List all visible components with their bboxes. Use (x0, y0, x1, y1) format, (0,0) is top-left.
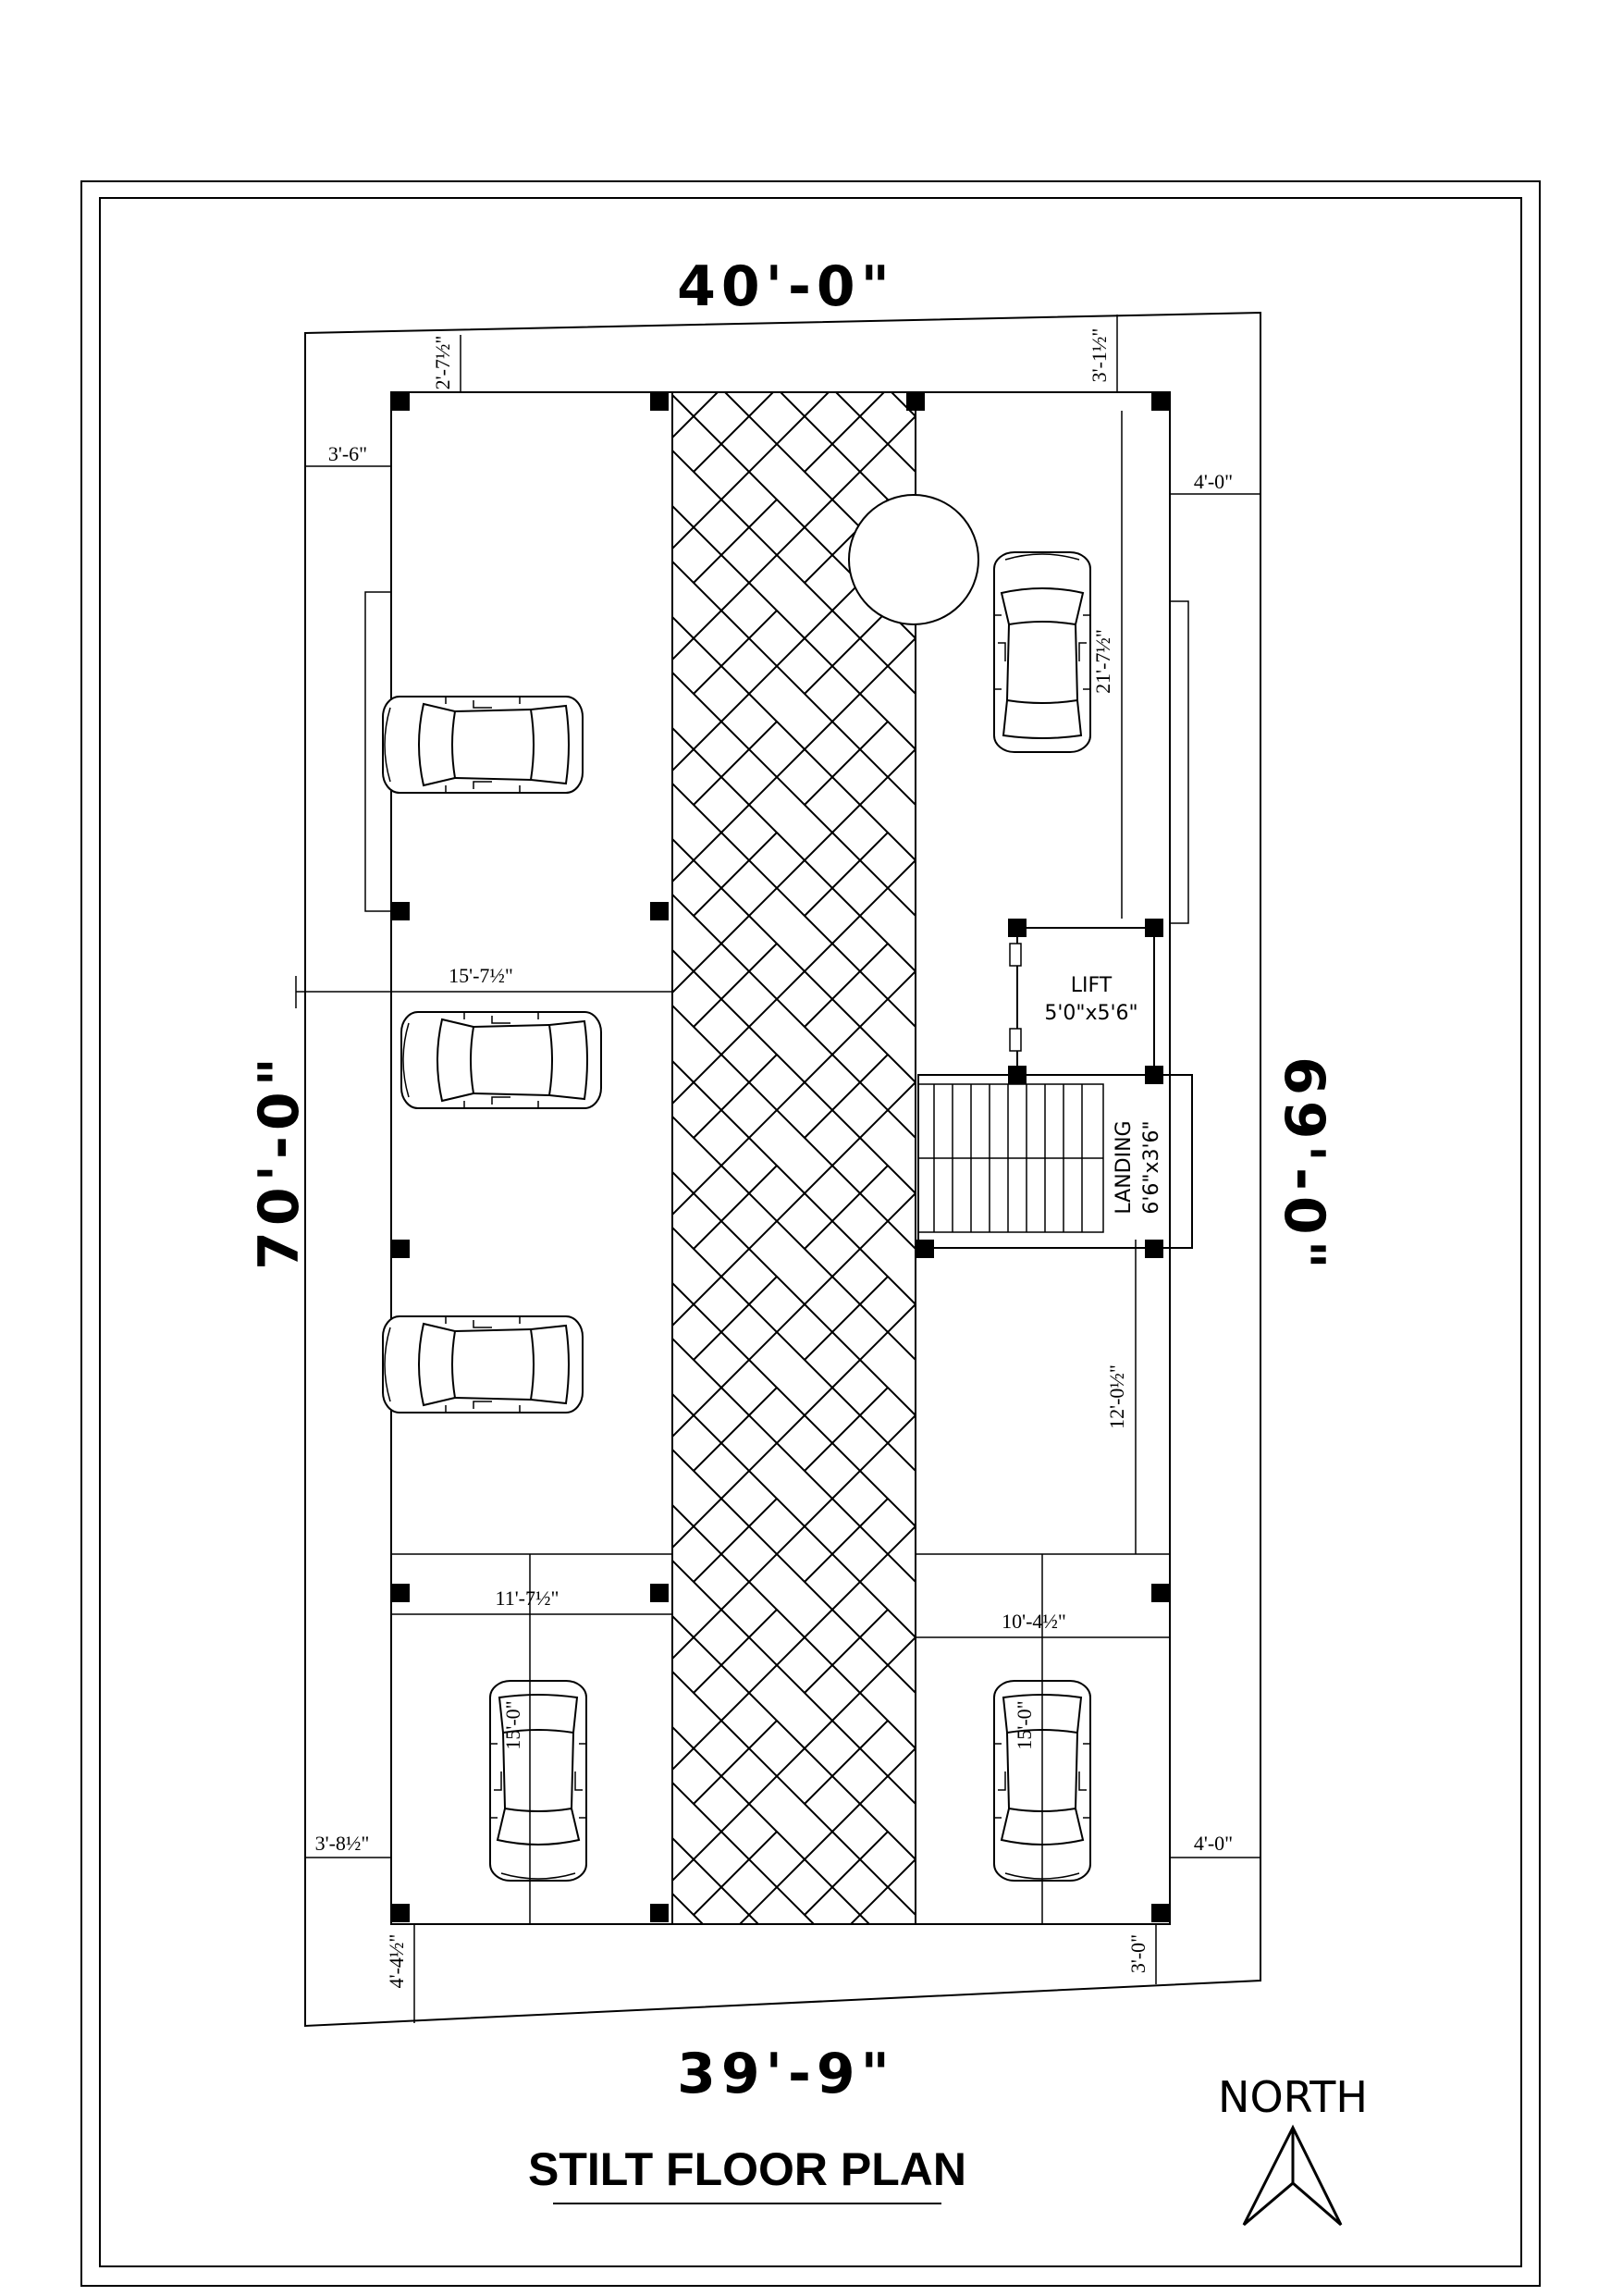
dim-side-left-top: 3'-6" (327, 442, 368, 465)
north-label: NORTH (1218, 2072, 1368, 2122)
dim-front-left: 2'-7½" (431, 335, 454, 390)
dim-bay-width-left: 11'-7½" (495, 1586, 559, 1610)
overall-top-dim: 40'-0" (677, 254, 895, 319)
north-arrow-icon (1244, 2128, 1341, 2225)
dim-side-right-top: 4'-0" (1193, 470, 1234, 493)
dim-right-bay-lower: 12'-0½" (1105, 1364, 1128, 1429)
car-left-3 (383, 1316, 583, 1413)
dim-parking-width-left: 15'-7½" (449, 964, 513, 987)
dim-rear-right: 3'-0" (1126, 1933, 1150, 1974)
dim-bay-width-right: 10'-4½" (1002, 1610, 1066, 1633)
overall-left-dim: 70'-0" (247, 1052, 312, 1270)
tree-circle (849, 495, 978, 624)
overall-bottom-dim: 39'-9" (677, 2042, 895, 2106)
lift-size: 5'0"x5'6" (1044, 1002, 1138, 1025)
car-left-1 (383, 697, 583, 793)
landing-size: 6'6"x3'6" (1140, 1120, 1163, 1215)
dim-bay-depth-left: 15'-0" (501, 1700, 524, 1750)
driveway-paving (672, 392, 916, 1924)
dim-rear-left: 4'-4½" (385, 1933, 408, 1989)
stair-treads (918, 1084, 1103, 1232)
car-left-2 (401, 1012, 601, 1108)
dim-side-right-bottom: 4'-0" (1193, 1832, 1234, 1855)
dim-front-right: 3'-1½" (1088, 327, 1111, 383)
lift-label: LIFT (1070, 974, 1113, 997)
plan-title: STILT FLOOR PLAN (527, 2143, 967, 2195)
overall-right-dim: 69'-0" (1272, 1056, 1336, 1275)
landing-label: LANDING (1113, 1120, 1136, 1215)
dim-right-bay-length: 21'-7½" (1091, 629, 1114, 694)
car-right-1 (994, 552, 1090, 752)
dim-side-left-bottom: 3'-8½" (314, 1832, 370, 1855)
dim-bay-depth-right: 15'-0" (1013, 1700, 1036, 1750)
